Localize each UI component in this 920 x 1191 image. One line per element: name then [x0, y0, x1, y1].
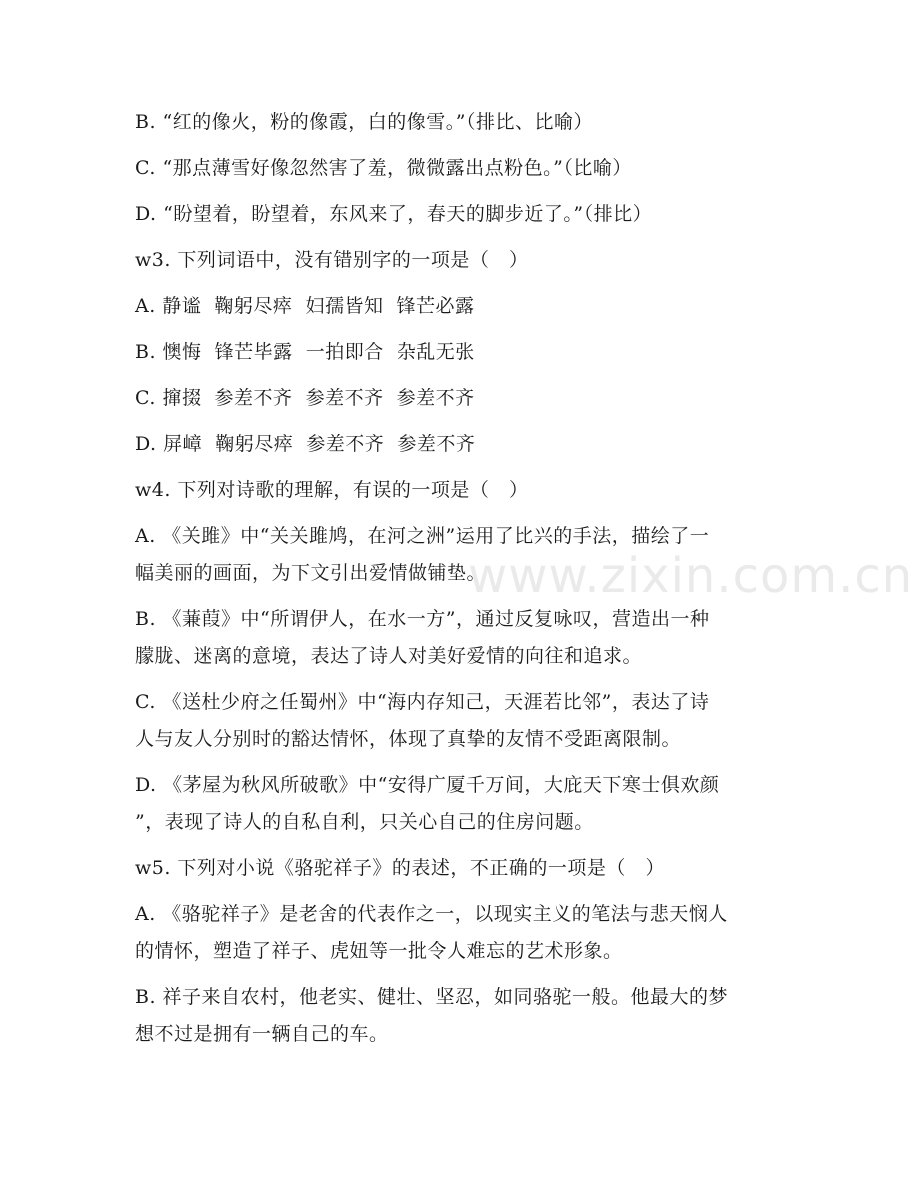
option-b-q3: B. 懊悔 锋芒毕露 一拍即合 杂乱无张 [135, 341, 475, 363]
option-c-q4-line1: C. 《送杜少府之任蜀州》中“海内存知己，天涯若比邻”，表达了诗 [135, 691, 710, 713]
document-body [135, 104, 785, 1053]
question-3: w3. 下列词语中，没有错别字的一项是（ ） [135, 249, 529, 271]
option-c-q3: C. 撺掇 参差不齐 参差不齐 参差不齐 [135, 387, 475, 409]
option-d-q3: D. 屏嶂 鞠躬尽瘁 参差不齐 参差不齐 [135, 433, 476, 455]
option-a-q5-line2: 的情怀，塑造了祥子、虎妞等一批令人难忘的艺术形象。 [135, 940, 623, 962]
option-d-q4-line1: D. 《茅屋为秋风所破歌》中“安得广厦千万间，大庇天下寒士俱欢颜 [135, 774, 720, 796]
option-c-q2: C. “那点薄雪好像忽然害了羞，微微露出点粉色。”（比喻） [135, 157, 632, 179]
option-b-q2: B. “红的像火，粉的像霞，白的像雪。”（排比、比喻） [135, 111, 593, 133]
option-a-q5-line1: A. 《骆驼祥子》是老舍的代表作之一，以现实主义的笔法与悲天悯人 [135, 903, 728, 925]
option-b-q4-line1: B. 《蒹葭》中“所谓伊人，在水一方”，通过反复咏叹，营造出一种 [135, 608, 710, 630]
option-b-q5-line1: B. 祥子来自农村，他老实、健壮、坚忍，如同骆驼一般。他最大的梦 [135, 986, 729, 1008]
question-5: w5. 下列对小说《骆驼祥子》的表述，不正确的一项是（ ） [135, 857, 666, 879]
option-b-q5-line2: 想不过是拥有一辆自己的车。 [135, 1023, 389, 1045]
question-4: w4. 下列对诗歌的理解，有误的一项是（ ） [135, 479, 529, 501]
watermark: www.zixin.com.cn [468, 548, 914, 604]
option-b-q4-line2: 朦胧、迷离的意境，表达了诗人对美好爱情的向往和追求。 [135, 645, 643, 667]
option-c-q4-line2: 人与友人分别时的豁达情怀，体现了真挚的友情不受距离限制。 [135, 728, 682, 750]
option-d-q4-line2: ”，表现了诗人的自私自利，只关心自己的住房问题。 [135, 811, 594, 833]
option-a-q4-line1: A. 《关雎》中“关关雎鸠，在河之洲”运用了比兴的手法，描绘了一 [135, 525, 710, 547]
option-a-q4-line2: 幅美丽的画面，为下文引出爱情做铺垫。 [135, 562, 487, 584]
option-d-q2: D. “盼望着，盼望着，东风来了，春天的脚步近了。”（排比） [135, 203, 653, 225]
option-a-q3: A. 静谧 鞠躬尽瘁 妇孺皆知 锋芒必露 [135, 295, 475, 317]
